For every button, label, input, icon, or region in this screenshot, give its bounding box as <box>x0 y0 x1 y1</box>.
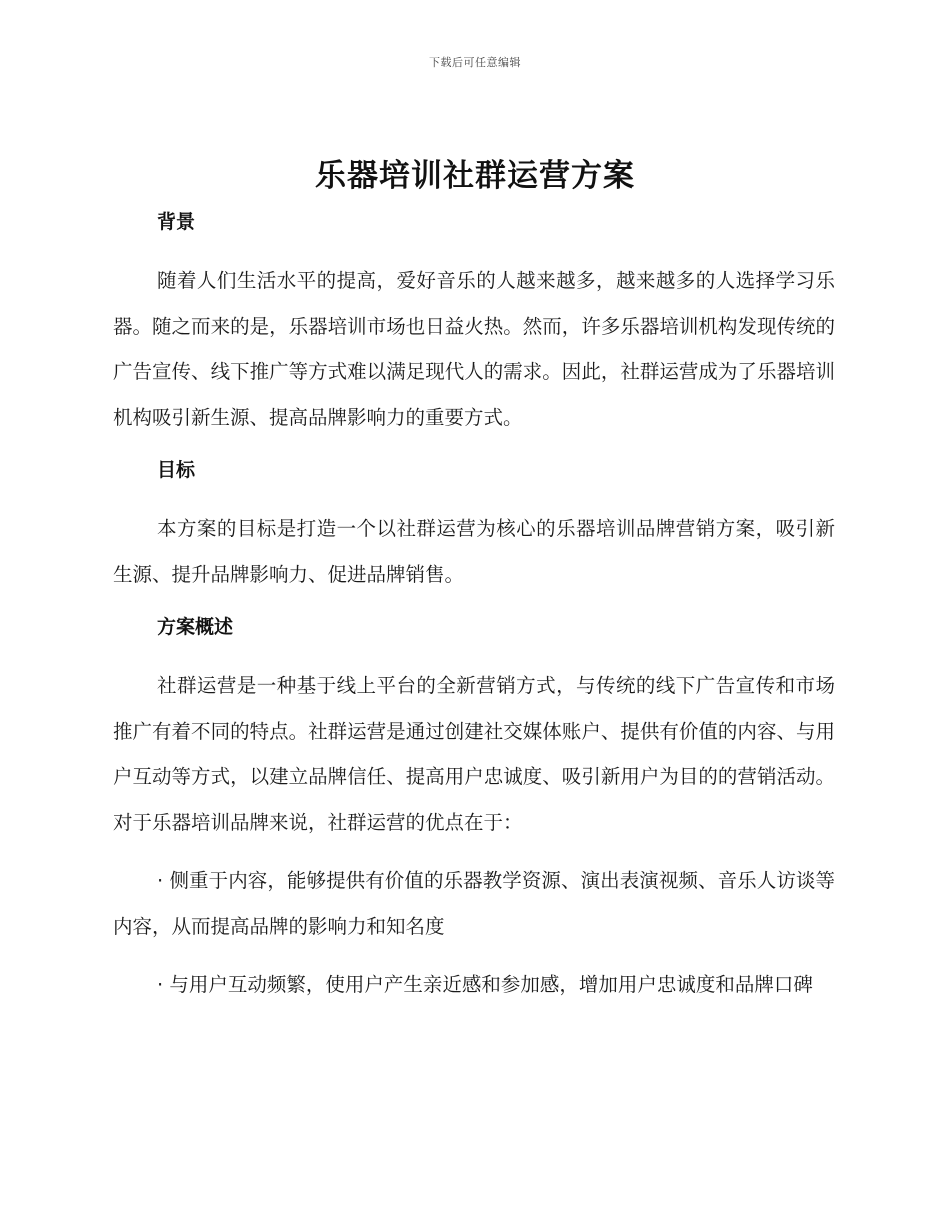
section-heading-overview: 方案概述 <box>157 616 234 638</box>
bullet-item-interaction: · 与用户互动频繁，使用户产生亲近感和参加感，增加用户忠诚度和品牌口碑 <box>157 973 813 996</box>
section-heading-goal: 目标 <box>157 459 196 481</box>
section-heading-background: 背景 <box>157 211 196 233</box>
header-note: 下载后可任意编辑 <box>429 56 521 69</box>
bullet-item-content: · 侧重于内容，能够提供有价值的乐器教学资源、演出表演视频、音乐人访谈等内容，从而提高品牌的影响力和知名度 <box>113 869 835 938</box>
paragraph-background: 随着人们生活水平的提高，爱好音乐的人越来越多，越来越多的人选择学习乐器。随之而来的是，乐器培训市场也日益火热。然而，许多乐器培训机构发现传统的广告宣传、线下推广等方式难以满足现代人的需求。因此，社群运营成为了乐器培训机构吸引新生源、提高品牌影响力的重要方式。 <box>113 269 835 429</box>
paragraph-goal: 本方案的目标是打造一个以社群运营为核心的乐器培训品牌营销方案，吸引新生源、提升品牌影响力、促进品牌销售。 <box>113 517 835 586</box>
paragraph-overview: 社群运营是一种基于线上平台的全新营销方式，与传统的线下广告宣传和市场推广有着不同的特点。社群运营是通过创建社交媒体账户、提供有价值的内容、与用户互动等方式，以建立品牌信任、提高用户忠诚度、吸引新用户为目的的营销活动。对于乐器培训品牌来说，社群运营的优点在于： <box>113 674 835 834</box>
document-title: 乐器培训社群运营方案 <box>315 158 635 194</box>
document-body <box>113 205 835 1008</box>
